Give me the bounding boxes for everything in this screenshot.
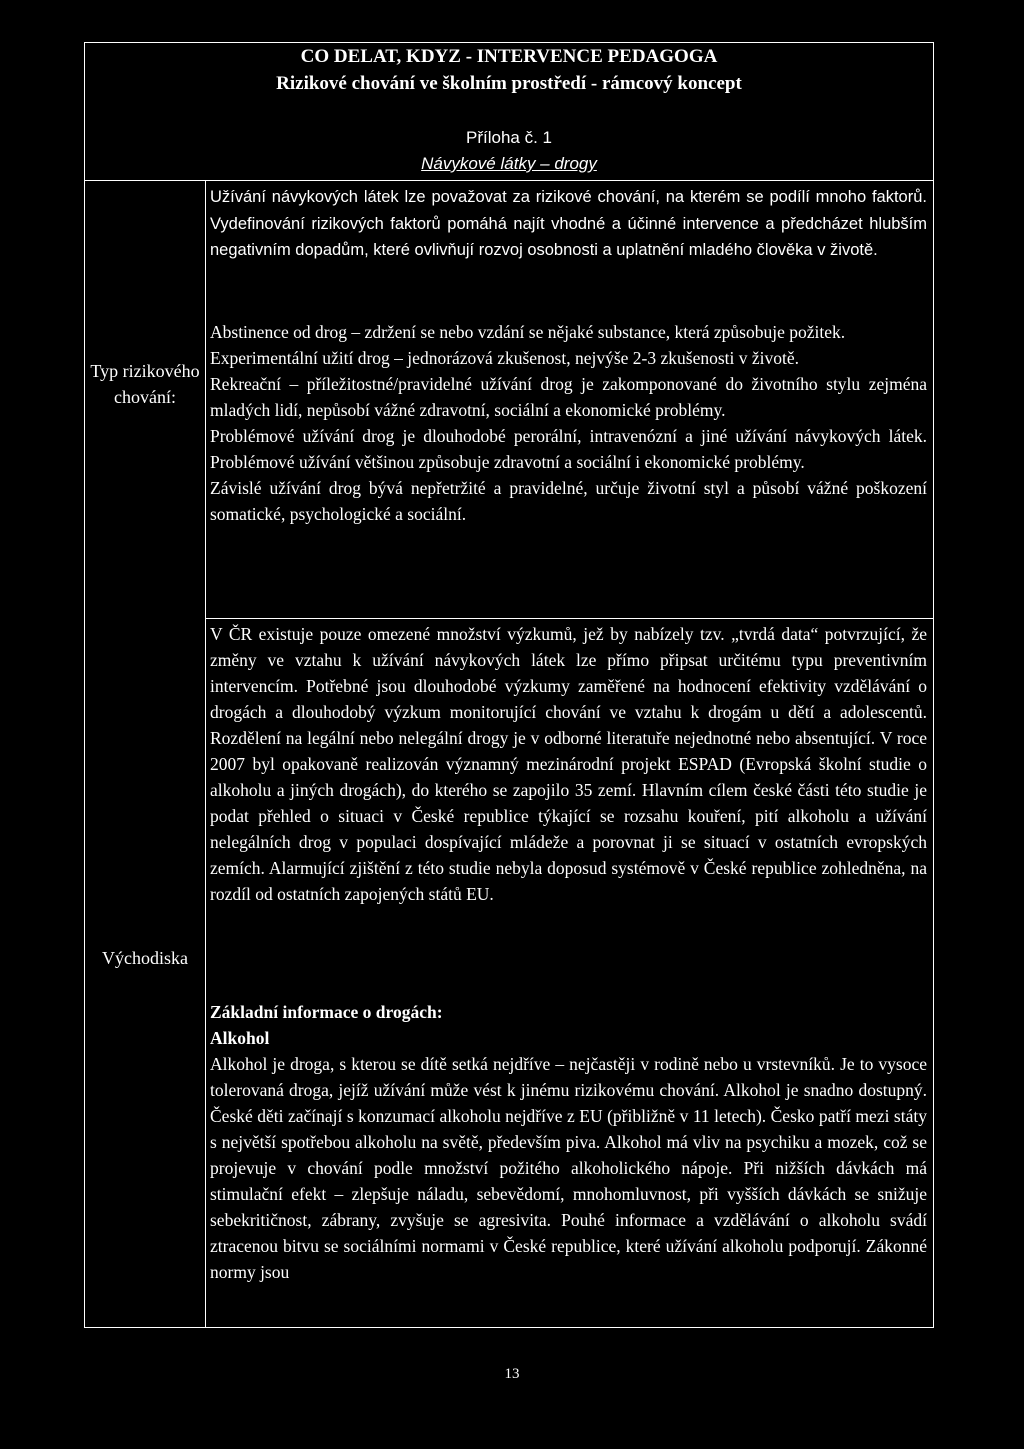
document-table [84, 42, 934, 1328]
type-abstinence: Abstinence od drog – zdržení se nebo vzdání se nějaké substance, která způsobuje požitek. [210, 322, 846, 342]
type-problematic: Problémové užívání drog je dlouhodobé perorální, intravenózní a jiné užívání návykových látek. Problémové užívání většinou způsobuje zdravotní a sociální i ekonomické problémy. [210, 426, 927, 472]
document-subtitle: Rizikové chování ve školním prostředí - rámcový koncept [276, 73, 742, 94]
type-dependent: Závislé užívání drog bývá nepřetržité a pravidelné, určuje životní styl a působí vážné poškození somatické, psychologické a sociální. [210, 478, 927, 524]
type-experimental: Experimentální užití drog – jednorázová zkušenost, nejvýše 2-3 zkušenosti v životě. [210, 348, 800, 368]
row-divider-types [205, 618, 933, 619]
header-cell [85, 43, 933, 181]
page-number: 13 [504, 1366, 520, 1382]
topic-heading: Návykové látky – drogy [421, 154, 597, 173]
intro-text: Užívání návykových látek lze považovat za rizikové chování, na kterém se podílí mnoho faktorů. Vydefinování rizikových faktorů pomáhá najít vhodné a účinné intervence a předcházet hlubším negativním dopadům, které ovlivňují rozvoj osobnosti a uplatnění mladého člověka v životě. [210, 188, 927, 259]
basis-text: V ČR existuje pouze omezené množství výzkumů, jež by nabízely tzv. „tvrdá data“ potvrzující, že změny ve vztahu k užívání návykových látek lze přímo připsat určitému typu preventivním intervencím. Potřebné jsou dlouhodobé výzkumy zaměřené na hodnocení efektivity vzdělávání o drogách a dlouhodobý výzkum monitorující chování ve vztahu k drogám u dětí a adolescentů. Rozdělení na legální nebo nelegální drogy je v odborné literatuře nejednotné nebo absentující. V roce 2007 byl opakovaně realizován významný mezinárodní projekt ESPAD (Evropská školní studie o alkoholu a jiných drogách), do kterého se zapojilo 35 zemí. Hlavním cílem české části této studie je podat přehled o situaci v České republice týkající se rozsahu kouření, pití alkoholu a užívání nelegálních drog v populaci dospívající mládeže a porovnat ji se situací v ostatních evropských zemích. Alarmující zjištění z této studie nebyla doposud systémově v České republice zohledněna, na rozdíl od ostatních zapojených států EU. [210, 624, 927, 904]
basis-label: Východiska [102, 948, 188, 968]
column-divider [205, 181, 206, 1327]
document-title: CO DELAT, KDYZ - INTERVENCE PEDAGOGA [300, 46, 718, 67]
appendix-label: Příloha č. 1 [466, 128, 552, 147]
alcohol-text: Alkohol je droga, s kterou se dítě setká nejdříve – nejčastěji v rodině nebo u vrstevníků. Je to vysoce tolerovaná droga, jejíž užívání může vést k jinému rizikovému chování. Alkohol je snadno dostupný. České děti začínají s konzumací alkoholu nejdříve z EU (přibližně v 11 letech). Česko patří mezi státy s největší spotřebou alkoholu na světě, především piva. Alkohol má vliv na psychiku a mozek, což se projevuje v chování podle množství požitého alkoholického nápoje. Při nižších dávkách má stimulační efekt – zlepšuje náladu, sebevědomí, mnohomluvnost, při vyšších dávkách se snižuje sebekritičnost, zábrany, zvyšuje se agresivita. Pouhé informace a vzdělávání o alkoholu svádí ztracenou bitvu se sociálními normami v České republice, které užívání alkoholu podporují. Zákonné normy jsou [210, 1054, 927, 1282]
alcohol-heading: Alkohol [210, 1028, 270, 1048]
types-label: Typ rizikového chování: [90, 361, 200, 407]
types-list [210, 319, 927, 527]
type-recreational: Rekreační – příležitostné/pravidelné užívání drog je zakomponované do životního stylu zejména mladých lidí, nepůsobí vážné zdravotní, sociální a ekonomické problémy. [210, 374, 927, 420]
drugs-heading: Základní informace o drogách: [210, 1002, 443, 1022]
drugs-section [210, 999, 927, 1285]
